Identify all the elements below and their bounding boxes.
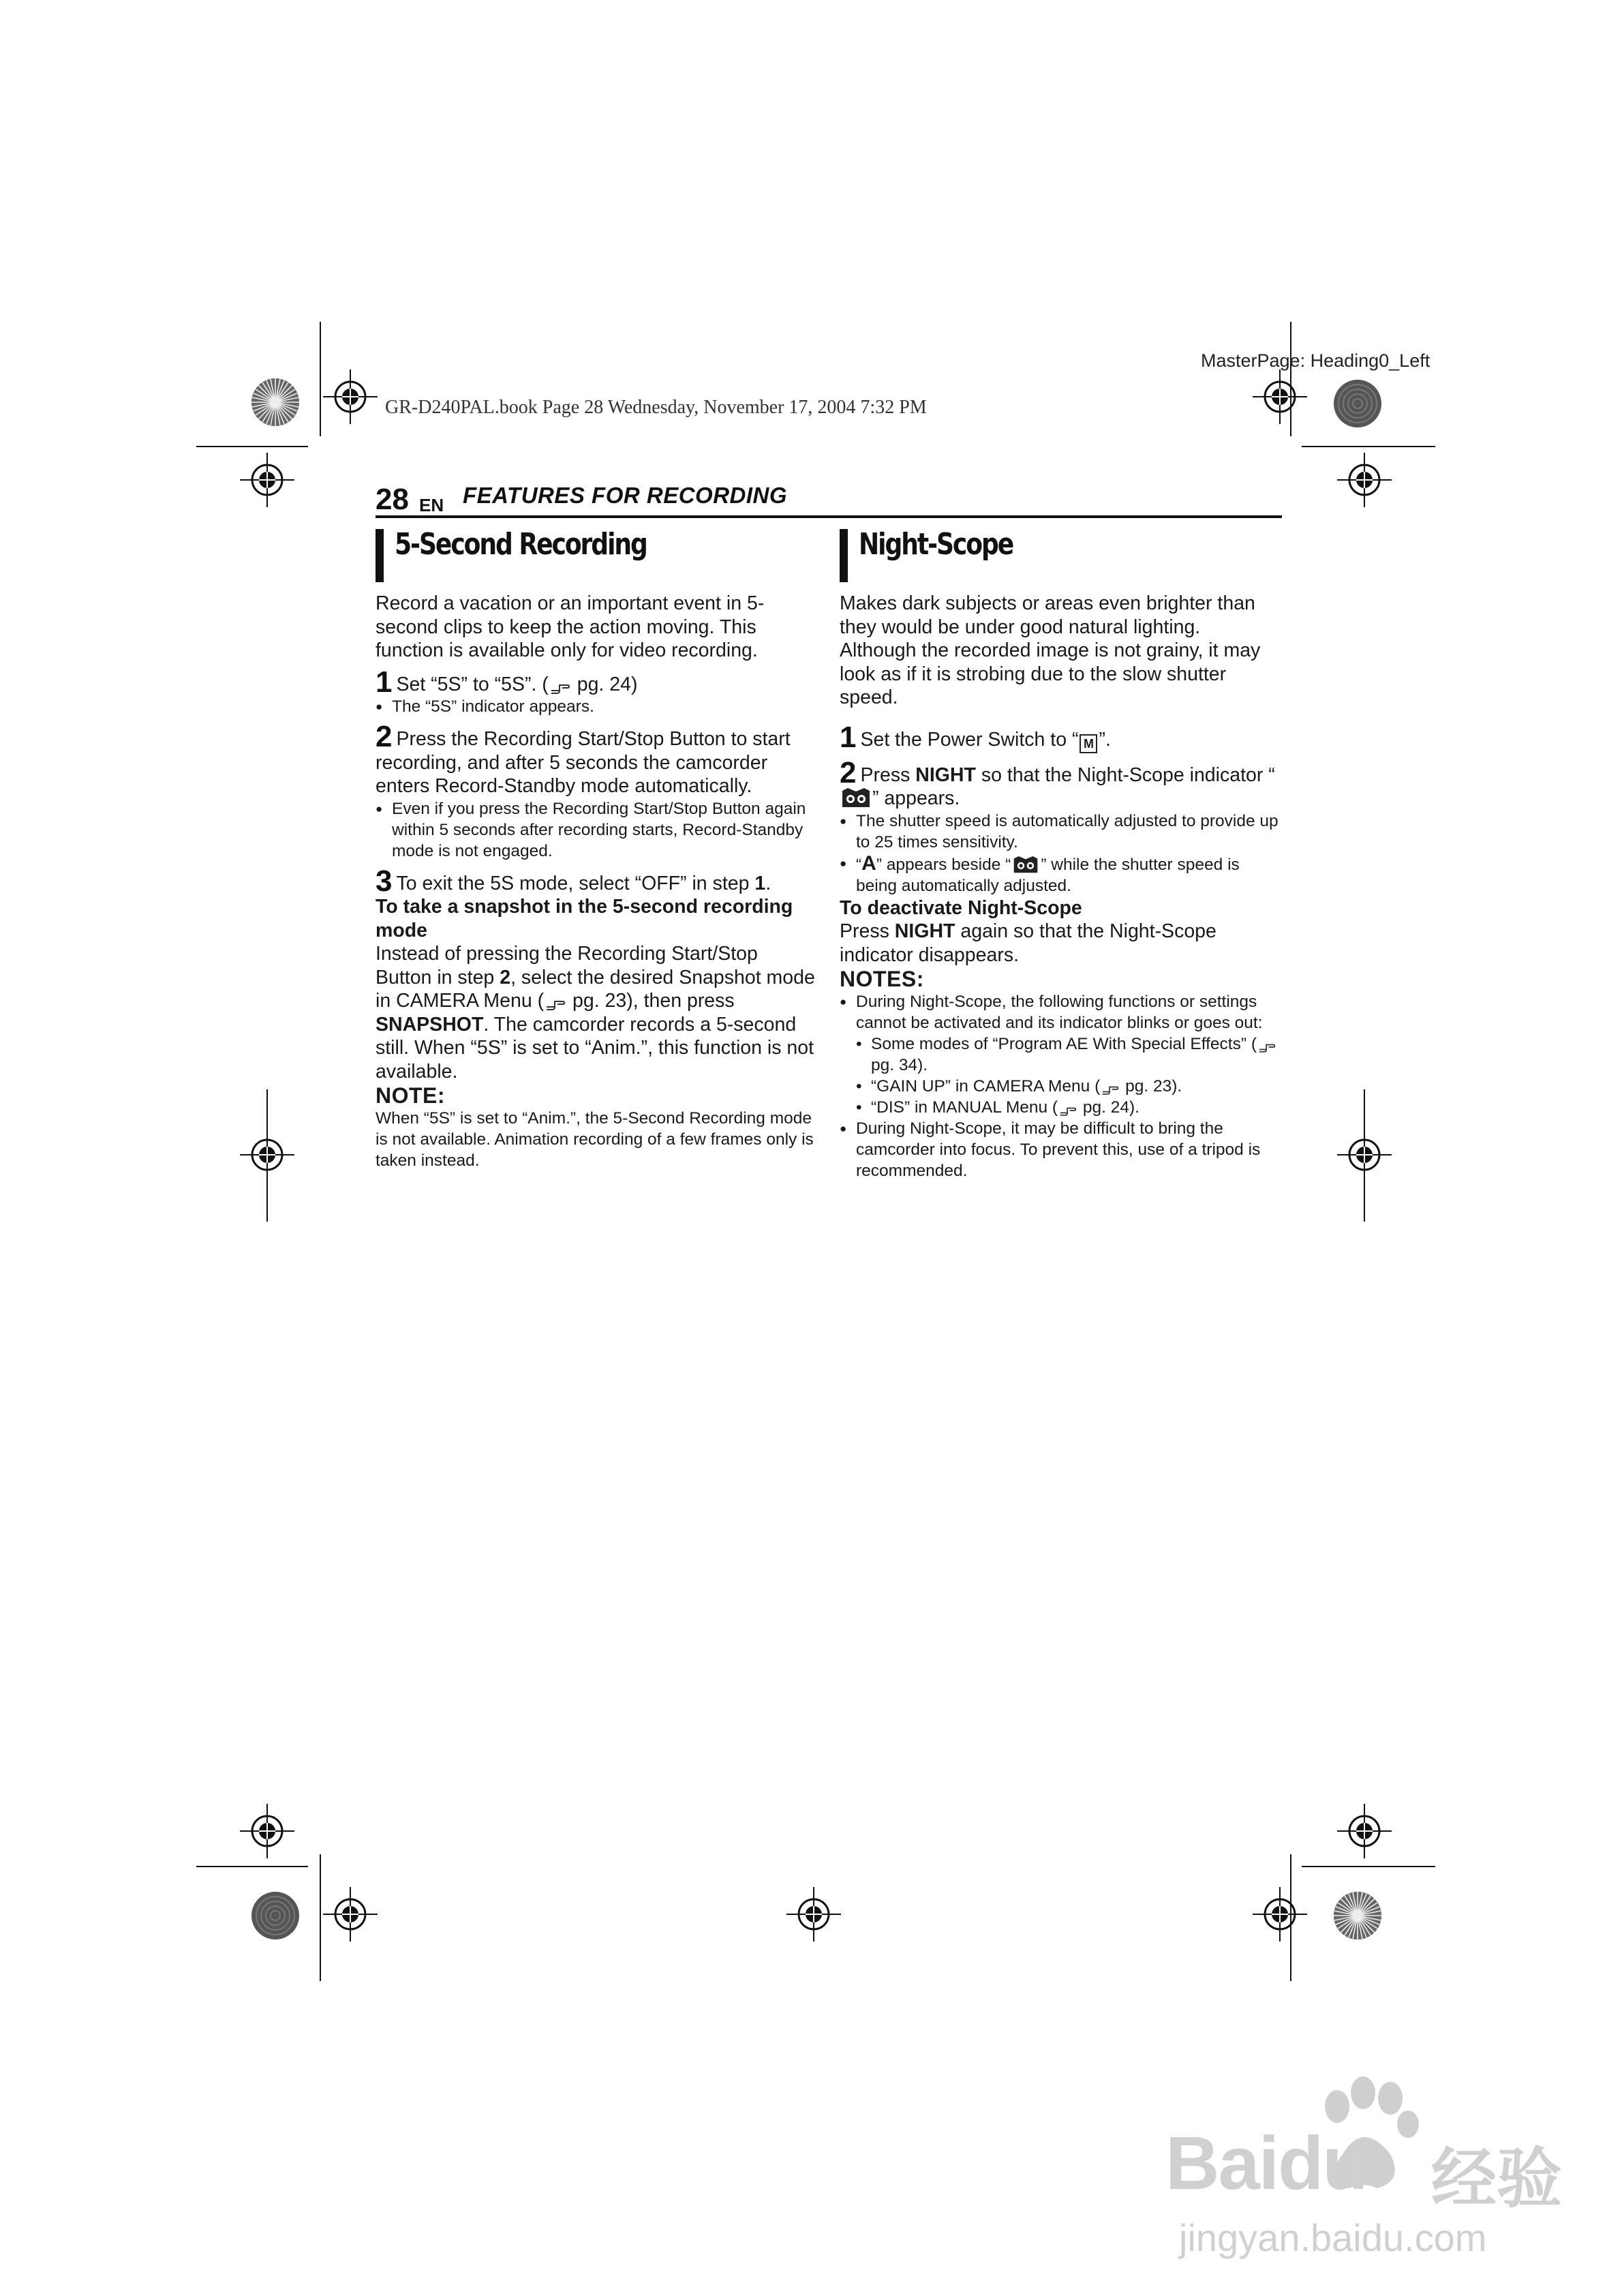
step-number: 2 bbox=[840, 755, 857, 789]
heading-5-second-recording bbox=[376, 529, 815, 582]
baidu-jingyan-watermark bbox=[1159, 2059, 1595, 2263]
owl-night-scope-icon bbox=[841, 788, 871, 809]
text: pg. 34). bbox=[871, 1056, 928, 1074]
step-2 bbox=[376, 720, 815, 798]
note-heading: NOTE: bbox=[376, 1083, 446, 1108]
pointing-hand-icon bbox=[1059, 1104, 1077, 1117]
step-1 bbox=[376, 665, 815, 699]
intro-text: Record a vacation or an important event in 5-second clips to keep the action moving. This function is available only for video recording. bbox=[376, 592, 765, 661]
text: Some modes of “Program AE With Special Effects” ( bbox=[871, 1035, 1257, 1053]
bullet-5s-indicator: ● The “5S” indicator appears. bbox=[376, 696, 815, 717]
intro-text: Makes dark subjects or areas even brighter than they would be under good natural lighting. Although the recorded image is not grainy, it may look as if it is strobing due to the slow shutter speed. bbox=[840, 592, 1261, 708]
step-text-end: . bbox=[765, 872, 771, 894]
text: again so that the Night-Scope indicator disappears. bbox=[840, 920, 1216, 966]
pointing-hand-icon bbox=[1101, 1083, 1119, 1096]
watermark-url: jingyan.baidu.com bbox=[1179, 2216, 1487, 2259]
master-page-label: MasterPage: Heading0_Left bbox=[1201, 350, 1430, 371]
section-title: FEATURES FOR RECORDING bbox=[463, 483, 788, 508]
heading-night-scope bbox=[840, 529, 1279, 582]
step-1 bbox=[840, 720, 1279, 754]
night-button-name: NIGHT bbox=[915, 764, 976, 786]
step-reference: 1 bbox=[754, 872, 766, 894]
watermark-cn: 经验 bbox=[1431, 2143, 1562, 2216]
text: pg. 23), then press bbox=[567, 990, 735, 1012]
step-text-end: pg. 24) bbox=[571, 673, 638, 695]
snapshot-text bbox=[376, 942, 815, 1083]
night-button-name: NIGHT bbox=[894, 920, 955, 942]
subnote-dis bbox=[840, 1097, 1279, 1118]
page-header bbox=[376, 481, 1282, 518]
snapshot-button-name: SNAPSHOT bbox=[376, 1013, 484, 1036]
subnote-program-ae bbox=[840, 1033, 1279, 1076]
language-code: EN bbox=[419, 495, 444, 515]
step-text: Press bbox=[860, 764, 916, 786]
pointing-hand-icon bbox=[1258, 1041, 1276, 1053]
step-text-end: ”. bbox=[1099, 728, 1111, 751]
watermark-brand: Baidu bbox=[1165, 2121, 1367, 2205]
heading-bar bbox=[840, 529, 848, 582]
heading-text: 5-Second Recording bbox=[395, 527, 647, 562]
bullet-a-indicator bbox=[840, 853, 1279, 896]
text: Press bbox=[840, 920, 895, 942]
note-functions-disabled: ● During Night-Scope, the following functions or settings cannot be activated and its indicator blinks or goes out: bbox=[840, 991, 1279, 1033]
step-number: 3 bbox=[376, 864, 393, 898]
step-text: To exit the 5S mode, select “OFF” in step bbox=[396, 872, 755, 894]
pointing-hand-icon bbox=[545, 997, 566, 1011]
note-focus: ● During Night-Scope, it may be difficult to bring the camcorder into focus. To prevent this, use of a tripod is recommended. bbox=[840, 1118, 1279, 1181]
bullet-shutter-speed: ● The shutter speed is automatically adjusted to provide up to 25 times sensitivity. bbox=[840, 811, 1279, 853]
pointing-hand-icon bbox=[550, 681, 570, 695]
step-number: 2 bbox=[376, 720, 393, 753]
step-number: 1 bbox=[840, 720, 857, 754]
auto-indicator: A bbox=[861, 851, 876, 875]
left-column bbox=[376, 529, 815, 1171]
text: “ bbox=[856, 855, 862, 874]
text: , select the desired Snapshot mode in CAMERA Menu ( bbox=[376, 966, 815, 1012]
deactivate-text bbox=[840, 920, 1279, 967]
text: pg. 23). bbox=[1120, 1077, 1182, 1096]
page-number: 28 bbox=[376, 483, 409, 516]
step-2 bbox=[840, 755, 1279, 811]
book-info: GR-D240PAL.book Page 28 Wednesday, November 17, 2004 7:32 PM bbox=[385, 397, 927, 418]
step-number: 1 bbox=[376, 665, 393, 699]
subheading-snapshot: To take a snapshot in the 5-second recording mode bbox=[376, 896, 793, 941]
step-reference: 2 bbox=[500, 966, 511, 988]
step-text: so that the Night-Scope indicator “ bbox=[975, 764, 1275, 786]
bullet-record-standby: ● Even if you press the Recording Start/Stop Button again within 5 seconds after recording starts, Record-Standby mode is not engaged. bbox=[376, 798, 815, 862]
text: ” while the shutter speed is being automatically adjusted. bbox=[856, 855, 1240, 895]
notes-heading: NOTES: bbox=[840, 967, 924, 991]
owl-night-scope-icon bbox=[1012, 856, 1039, 874]
note-text: When “5S” is set to “Anim.”, the 5-Second Recording mode is not available. Animation recording of a few frames only is taken instead. bbox=[376, 1109, 814, 1170]
text: “DIS” in MANUAL Menu ( bbox=[871, 1098, 1058, 1117]
text: “GAIN UP” in CAMERA Menu ( bbox=[871, 1077, 1101, 1096]
right-column bbox=[840, 529, 1279, 1181]
text: Instead of pressing the Recording Start/Stop Button in step bbox=[376, 943, 758, 988]
step-text: Press the Recording Start/Stop Button to start recording, and after 5 seconds the camcorder enters Record-Standby mode automatically. bbox=[376, 728, 791, 797]
subheading-deactivate: To deactivate Night-Scope bbox=[840, 896, 1082, 919]
heading-bar bbox=[376, 529, 384, 582]
step-text: Set “5S” to “5S”. ( bbox=[396, 673, 549, 695]
subnote-gain-up bbox=[840, 1076, 1279, 1097]
heading-text: Night-Scope bbox=[859, 527, 1013, 562]
step-text-end: ” appears. bbox=[872, 787, 960, 809]
step-3 bbox=[376, 864, 815, 898]
text: ” appears beside “ bbox=[876, 855, 1011, 874]
step-text: Set the Power Switch to “ bbox=[860, 728, 1079, 751]
manual-mode-icon: M bbox=[1080, 734, 1097, 753]
text: . The camcorder records a 5-second still. When “5S” is set to “Anim.”, this function is not available. bbox=[376, 1013, 814, 1083]
text: pg. 24). bbox=[1078, 1098, 1139, 1117]
